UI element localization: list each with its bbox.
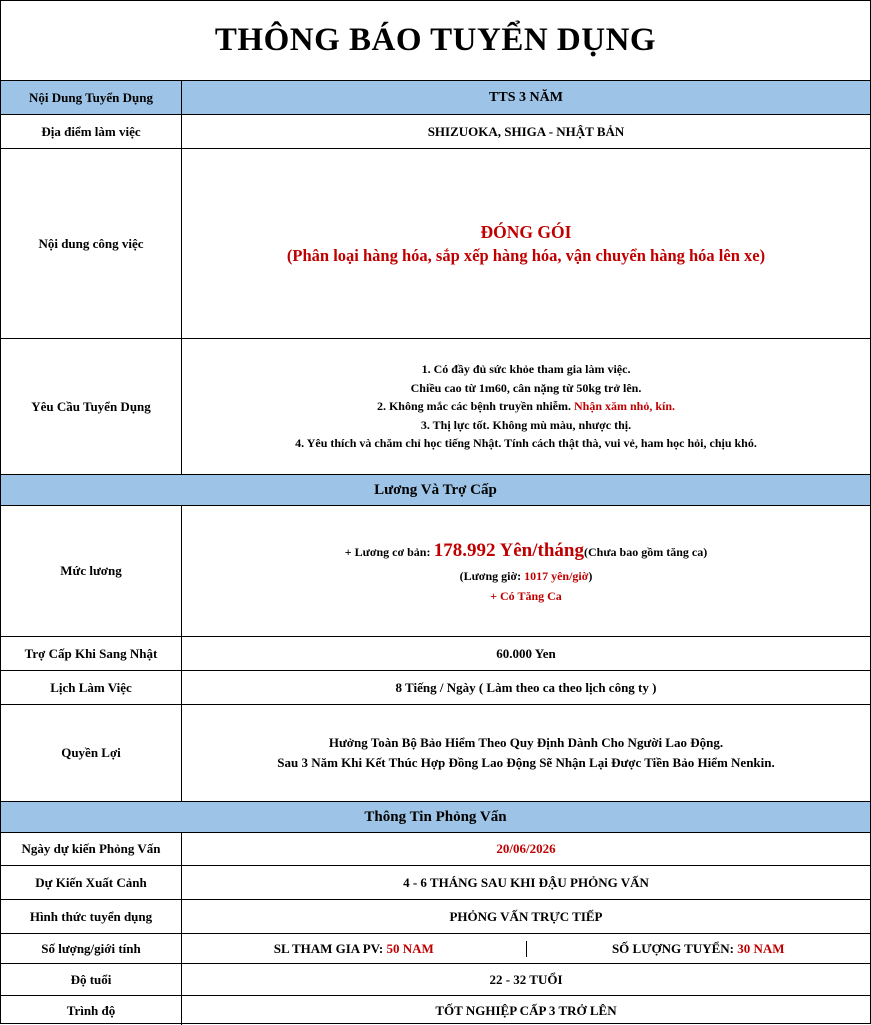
participants-prefix: SL THAM GIA PV: — [273, 940, 384, 956]
form-label: Hình thức tuyển dụng — [1, 900, 182, 933]
participants-cell — [182, 941, 526, 957]
recruit-cell — [526, 941, 871, 957]
requirement-2 — [377, 397, 675, 416]
requirement-1: 1. Có đầy đủ sức khỏe tham gia làm việc. — [421, 362, 631, 377]
salary-base-prefix: + Lương cơ bản: — [344, 544, 431, 559]
page-title: THÔNG BÁO TUYỂN DỤNG — [214, 22, 657, 58]
requirement-2-text: 2. Không mắc các bệnh truyền nhiễm. — [376, 399, 571, 414]
participants-value: 50 NAM — [386, 940, 434, 956]
departure-row — [1, 866, 870, 900]
salary-base-amount: 178.992 Yên/tháng — [433, 539, 584, 561]
departure-label: Dự Kiến Xuất Cảnh — [1, 866, 182, 899]
requirement-2-red: Nhận xăm nhỏ, kín. — [573, 399, 676, 414]
salary-row — [1, 506, 870, 637]
interview-date-label: Ngày dự kiến Phỏng Vấn — [1, 833, 182, 865]
salary-value — [182, 506, 870, 636]
salary-hourly-suffix: ) — [588, 568, 593, 583]
education-label: Trình độ — [1, 996, 182, 1025]
job-title: ĐÓNG GÓI — [480, 221, 572, 242]
benefit-2: Sau 3 Năm Khi Kết Thúc Hợp Đồng Lao Động Sẽ Nhận Lại Được Tiền Bảo Hiểm Nenkin. — [277, 755, 775, 770]
schedule-value: 8 Tiếng / Ngày ( Làm theo ca theo lịch công ty ) — [395, 679, 657, 695]
requirements-row — [1, 339, 870, 475]
requirement-3: 3. Thị lực tốt. Không mù màu, nhược thị. — [420, 417, 632, 432]
age-label: Độ tuổi — [1, 964, 182, 995]
quantity-row — [1, 934, 870, 964]
education-row — [1, 996, 870, 1025]
recruit-prefix: SỐ LƯỢNG TUYỂN: — [611, 940, 735, 956]
schedule-row — [1, 671, 870, 705]
benefits-row — [1, 705, 870, 802]
form-value: PHỎNG VẤN TRỰC TIẾP — [449, 908, 603, 924]
salary-hourly-prefix: (Lương giờ: — [459, 568, 522, 583]
salary-base-note: (Chưa bao gồm tăng ca) — [584, 544, 708, 559]
header-label: Nội Dung Tuyển Dụng — [1, 81, 182, 114]
allowance-label: Trợ Cấp Khi Sang Nhật — [1, 637, 182, 670]
age-row — [1, 964, 870, 996]
benefits-label: Quyền Lợi — [1, 705, 182, 801]
location-label: Địa điểm làm việc — [1, 115, 182, 148]
interview-date-value: 20/06/2026 — [496, 841, 556, 856]
requirement-1b: Chiều cao từ 1m60, cân nặng từ 50kg trở lên. — [410, 380, 642, 395]
salary-base — [345, 538, 707, 565]
job-value — [182, 149, 870, 338]
location-value: SHIZUOKA, SHIGA - NHẬT BẢN — [427, 123, 625, 139]
salary-section-title: Lương Và Trợ Cấp — [374, 481, 497, 498]
location-row — [1, 115, 870, 149]
job-row — [1, 149, 870, 339]
job-description: (Phân loại hàng hóa, sắp xếp hàng hóa, vận chuyển hàng hóa lên xe) — [286, 245, 766, 265]
age-value: 22 - 32 TUỔI — [489, 971, 563, 987]
salary-hourly — [460, 565, 593, 587]
schedule-label: Lịch Làm Việc — [1, 671, 182, 704]
header-row — [1, 81, 870, 115]
recruit-value: 30 NAM — [737, 940, 785, 956]
departure-value: 4 - 6 THÁNG SAU KHI ĐẬU PHỎNG VẤN — [403, 874, 649, 890]
interview-date-row — [1, 833, 870, 866]
allowance-value: 60.000 Yen — [496, 645, 556, 661]
interview-section-title: Thông Tin Phỏng Vấn — [364, 808, 507, 825]
requirements-value — [182, 339, 870, 474]
quantity-value — [182, 934, 870, 963]
allowance-row — [1, 637, 870, 671]
job-label: Nội dung công việc — [1, 149, 182, 338]
form-row — [1, 900, 870, 934]
benefit-1: Hưởng Toàn Bộ Bảo Hiểm Theo Quy Định Dành Cho Người Lao Động. — [328, 735, 724, 750]
salary-hourly-value: 1017 yên/giờ — [524, 568, 589, 583]
requirement-4: 4. Yêu thích và chăm chỉ học tiếng Nhật. Tính cách thật thà, vui vẻ, ham học hỏi, chịu khó. — [295, 436, 757, 451]
salary-label: Mức lương — [1, 506, 182, 636]
salary-overtime: + Có Tăng Ca — [490, 588, 562, 603]
header-value: TTS 3 NĂM — [182, 81, 870, 114]
quantity-label: Số lượng/giới tính — [1, 934, 182, 963]
salary-section-header — [1, 475, 870, 506]
benefits-value — [182, 705, 870, 801]
requirements-label: Yêu Cầu Tuyển Dụng — [1, 339, 182, 474]
education-value: TỐT NGHIỆP CẤP 3 TRỞ LÊN — [435, 1002, 617, 1018]
title-row — [1, 1, 870, 81]
interview-section-header — [1, 802, 870, 833]
